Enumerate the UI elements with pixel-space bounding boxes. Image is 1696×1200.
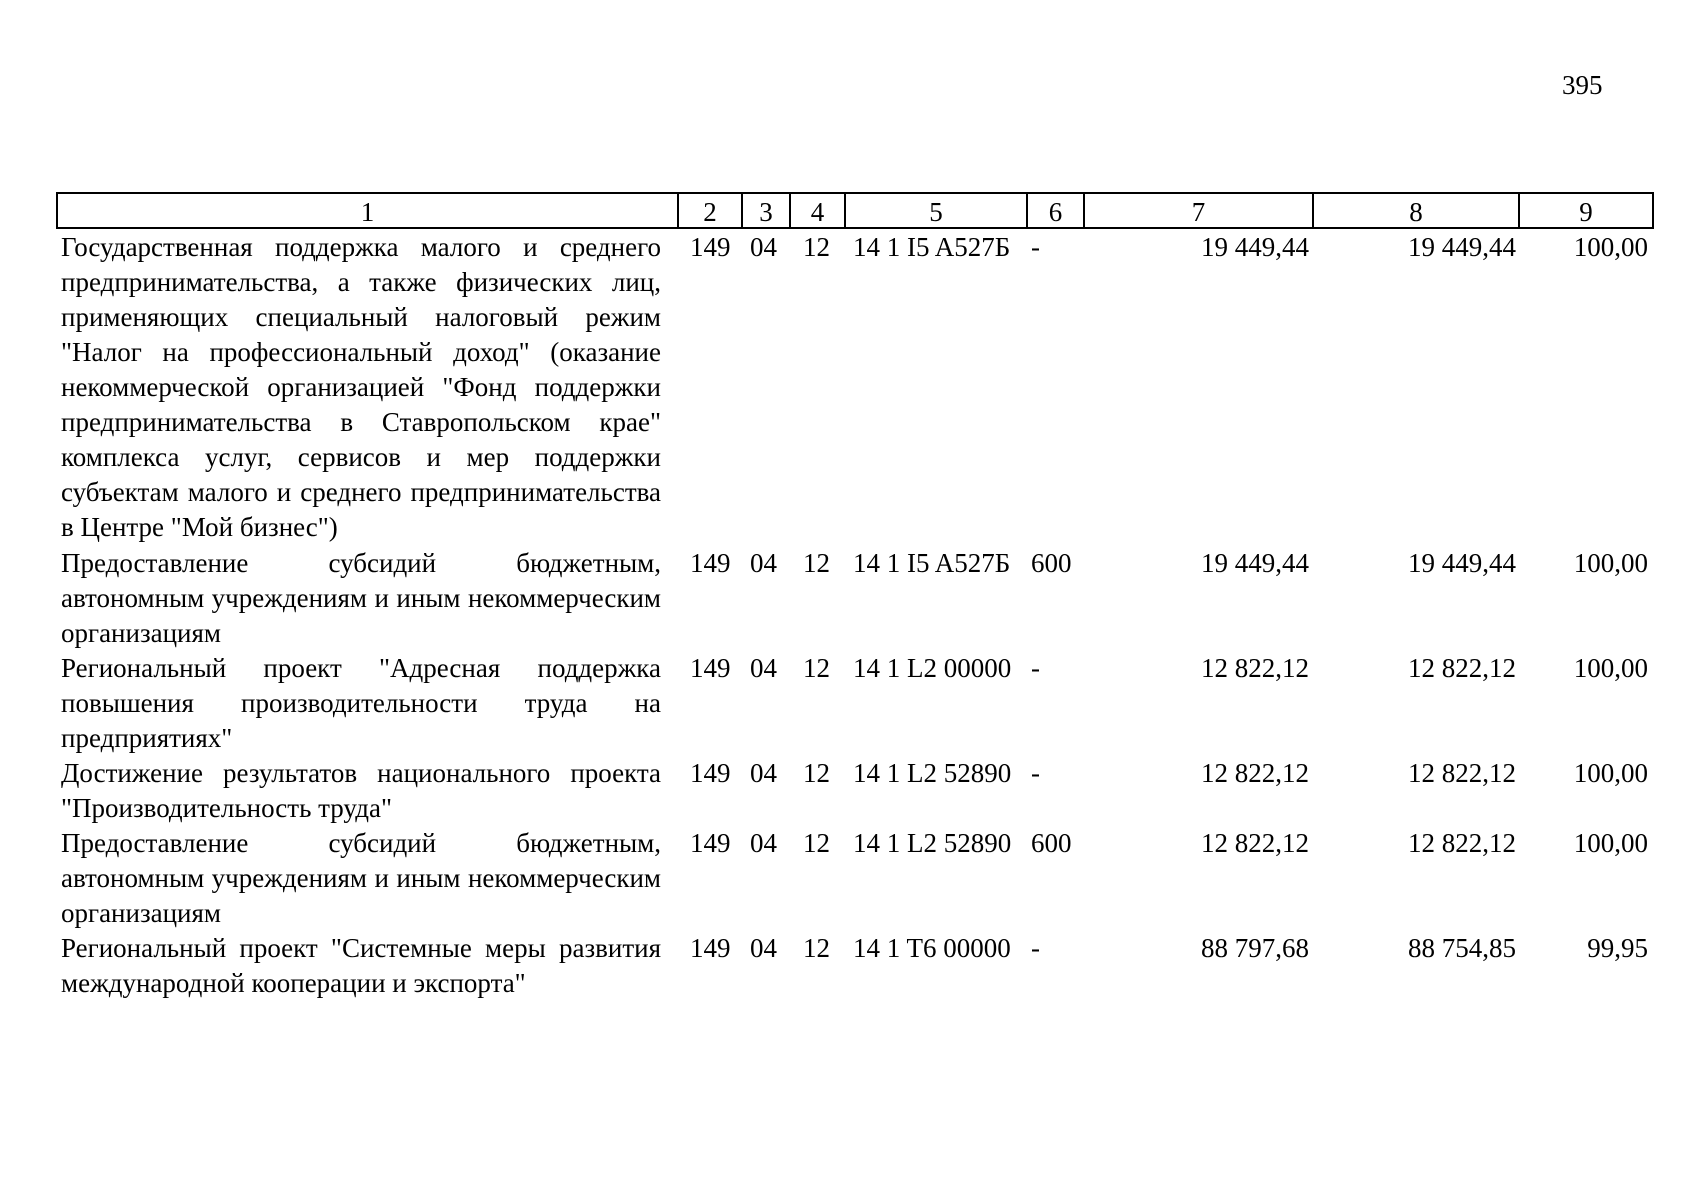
row-executed-amount: 12 822,12 — [1408, 758, 1516, 788]
row-planned-amount: 12 822,12 — [1201, 828, 1309, 858]
row-ministry-code: 149 — [690, 548, 731, 578]
row-subsection-code: 12 — [803, 653, 830, 683]
header-col-5: 5 — [845, 193, 1027, 228]
row-description: Региональный проект "Адресная поддержка повышения производительности труда на предприятиях" — [61, 653, 661, 753]
row-section-code: 04 — [750, 232, 777, 262]
row-expense-type: - — [1031, 933, 1040, 963]
row-target-article: 14 1 L2 00000 — [853, 653, 1012, 683]
row-percent: 100,00 — [1573, 758, 1648, 788]
row-target-article: 14 1 I5 A527Б — [853, 548, 1011, 578]
row-description: Предоставление субсидий бюджетным, автономным учреждениям и иным некоммерческим организациям — [61, 828, 661, 928]
row-section-code: 04 — [750, 828, 777, 858]
row-section-code: 04 — [750, 758, 777, 788]
row-section-code: 04 — [750, 933, 777, 963]
row-planned-amount: 88 797,68 — [1201, 933, 1309, 963]
row-expense-type: - — [1031, 232, 1040, 262]
row-description: Предоставление субсидий бюджетным, автономным учреждениям и иным некоммерческим организациям — [61, 548, 661, 648]
row-target-article: 14 1 L2 52890 — [853, 758, 1012, 788]
header-col-7: 7 — [1084, 193, 1313, 228]
row-planned-amount: 12 822,12 — [1201, 758, 1309, 788]
row-percent: 100,00 — [1573, 828, 1648, 858]
row-executed-amount: 12 822,12 — [1408, 828, 1516, 858]
row-description: Региональный проект "Системные меры развития международной кооперации и экспорта" — [61, 933, 661, 998]
row-ministry-code: 149 — [690, 758, 731, 788]
column-number-header — [56, 192, 1654, 229]
row-executed-amount: 19 449,44 — [1408, 232, 1516, 262]
row-expense-type: - — [1031, 653, 1040, 683]
row-subsection-code: 12 — [803, 232, 830, 262]
row-description: Государственная поддержка малого и среднего предпринимательства, а также физических лиц, применяющих специальный налоговый режим "Налог на профессиональный доход" (оказание некоммерческой организацией "Фонд поддержки предпринимательства в Ставропольском крае" комплекса услуг, сервисов и мер поддержки субъектам малого и среднего предпринимательства в Центре "Мой бизнес") — [61, 232, 661, 542]
header-col-6: 6 — [1027, 193, 1084, 228]
row-executed-amount: 12 822,12 — [1408, 653, 1516, 683]
header-col-4: 4 — [790, 193, 845, 228]
row-executed-amount: 19 449,44 — [1408, 548, 1516, 578]
header-col-1: 1 — [57, 193, 678, 228]
row-subsection-code: 12 — [803, 758, 830, 788]
row-planned-amount: 19 449,44 — [1201, 232, 1309, 262]
header-col-2: 2 — [678, 193, 742, 228]
row-ministry-code: 149 — [690, 828, 731, 858]
page-number: 395 — [1562, 70, 1603, 100]
row-target-article: 14 1 T6 00000 — [853, 933, 1011, 963]
row-expense-type: 600 — [1031, 548, 1072, 578]
row-description: Достижение результатов национального проекта "Производительность труда" — [61, 758, 661, 823]
row-planned-amount: 12 822,12 — [1201, 653, 1309, 683]
row-ministry-code: 149 — [690, 232, 731, 262]
row-executed-amount: 88 754,85 — [1408, 933, 1516, 963]
header-col-8: 8 — [1313, 193, 1519, 228]
row-expense-type: - — [1031, 758, 1040, 788]
row-percent: 100,00 — [1573, 548, 1648, 578]
row-ministry-code: 149 — [690, 653, 731, 683]
row-section-code: 04 — [750, 653, 777, 683]
row-expense-type: 600 — [1031, 828, 1072, 858]
row-percent: 100,00 — [1573, 232, 1648, 262]
row-percent: 99,95 — [1587, 933, 1648, 963]
row-subsection-code: 12 — [803, 933, 830, 963]
row-section-code: 04 — [750, 548, 777, 578]
row-target-article: 14 1 I5 A527Б — [853, 232, 1011, 262]
row-subsection-code: 12 — [803, 548, 830, 578]
row-target-article: 14 1 L2 52890 — [853, 828, 1012, 858]
row-planned-amount: 19 449,44 — [1201, 548, 1309, 578]
row-subsection-code: 12 — [803, 828, 830, 858]
row-ministry-code: 149 — [690, 933, 731, 963]
row-percent: 100,00 — [1573, 653, 1648, 683]
header-col-9: 9 — [1519, 193, 1653, 228]
header-col-3: 3 — [742, 193, 790, 228]
